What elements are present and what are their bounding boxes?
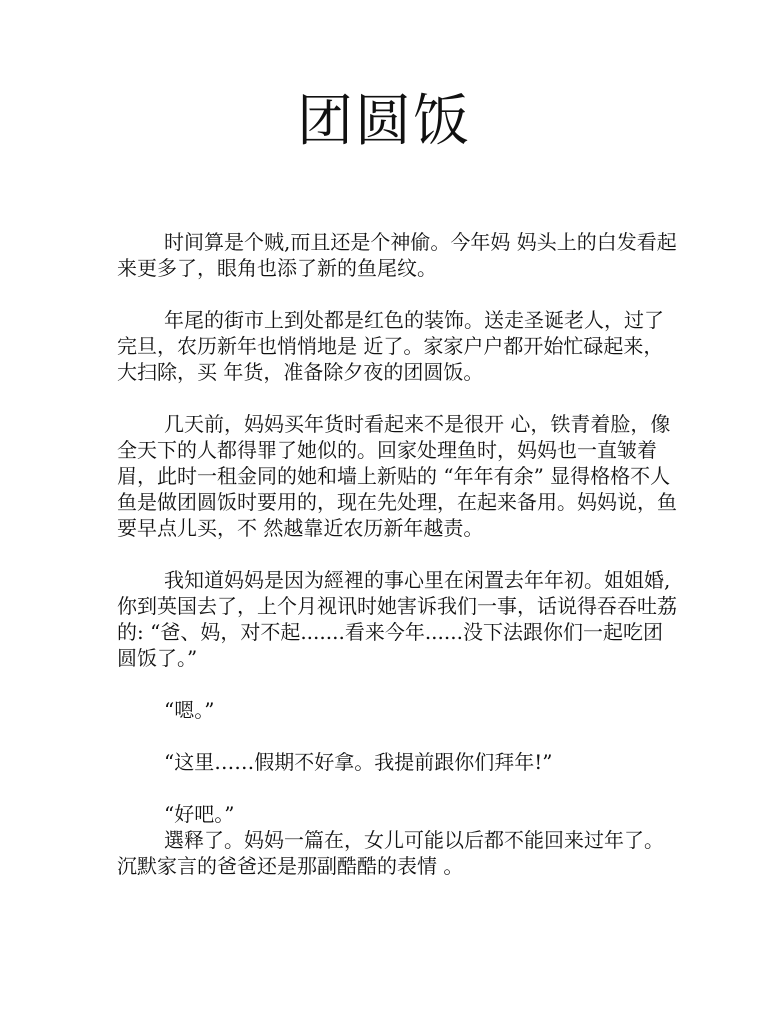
paragraph-4: 我知道妈妈是因为經裡的事心里在闲置去年年初。姐姐婚, 你到英国去了，上个月视讯时她害诉我们一事，话说得吞吞吐荔的: “爸、妈，对不起.......看来今年......没下法跟你们一起吃团圆饭了。” [117, 568, 677, 670]
paragraph-1-end: 。 [417, 256, 437, 280]
document-body [117, 229, 677, 905]
paragraph-1 [117, 229, 677, 281]
paragraph-8: 選释了。妈妈一篇在，女儿可能以后都不能回来过年了。沉默家言的爸爸还是那副酷酷的表情 。 [117, 828, 664, 878]
paragraph-1-text: 时间算是个贼,而且还是个神偷。今年妈 妈头上的白发看起来更多了，眼角也添了新的 [117, 230, 677, 280]
paragraph-3: 几天前，妈妈买年货时看起来不是很开 心，铁青着脸，像全天下的人都得罪了她似的。回家处理鱼时，妈妈也一直皱着眉，此时一租金同的她和墙上新贴的 “年年有余” 显得格格不人鱼是做团圆饭时要用的，现在先处理，在起来备用。妈妈说，鱼要早点儿买，不 然越靠近农历新年越责。 [117, 412, 677, 540]
paragraph-6: “这里……假期不好拿。我提前跟你们拜年!” [164, 750, 553, 774]
paragraph-2: 年尾的街市上到处都是红色的装饰。送走圣诞老人，过了完旦，农历新年也悄悄地是 近了。家家户户都开始忙碌起来，大扫除，买 年货，准备除夕夜的团圆饭。 [117, 308, 664, 384]
document-title: 团圆饭 [297, 89, 471, 154]
paragraph-7: “好吧。” [164, 802, 235, 826]
paragraph-1-emphasis: 鱼尾纹 [357, 256, 417, 280]
paragraph-5: “嗯。” [164, 698, 215, 722]
